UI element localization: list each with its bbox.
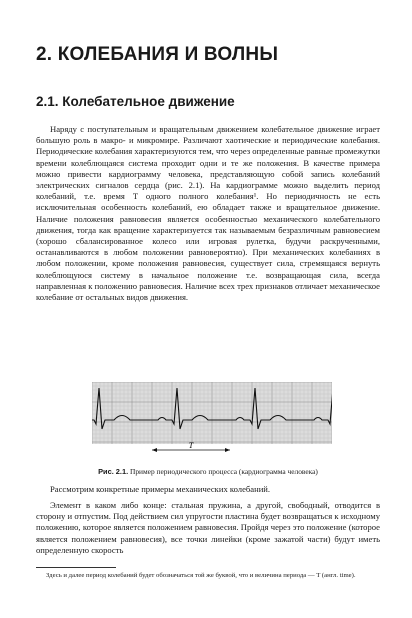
footnote-text: Здесь и далее период колебаний будет обозначаться той же буквой, что и величина периода — T (англ. time). (46, 572, 356, 579)
figure-caption (36, 467, 380, 476)
period-arrow-right-icon (225, 448, 230, 452)
section-title: 2.1. Колебательное движение (36, 94, 235, 109)
period-arrow-left-icon (152, 448, 157, 452)
cardiogram-figure (92, 382, 332, 460)
footnote (36, 571, 380, 580)
paragraph-text: Элемент в каком либо конце: стальная пружина, а другой, свободный, отводится в сторону и отпустим. Под действием сил упругости пластина будет возвращаться к исходному положению, которое является положением равновесия. Пройдя через это положение (которое является положением равновесия), все точки линейки (кроме зажатой части) будут иметь определенную скорость (36, 500, 380, 555)
paragraph-text: Рассмотрим конкретные примеры механических колебаний. (50, 484, 271, 494)
cardiogram-chart (92, 382, 332, 460)
body-paragraph-2 (36, 484, 380, 495)
body-paragraph-3 (36, 500, 380, 556)
caption-label: Рис. 2.1. (98, 467, 129, 476)
chapter-title: 2. КОЛЕБАНИЯ И ВОЛНЫ (36, 44, 279, 65)
paragraph-text: Наряду с поступательным и вращательным движением колебательное движение играет большую роль в макро- и микромире. Различают хаотические и периодические колебания. Периодические колебания характеризуются тем, что через определенные равные промежутки времени колеблющаяся система проходит одни и те же положения. В качестве примера можно привести кардиограмму человека, представляющую собой запись колебаний электрических сигналов сердца (рис. 2.1). На кардиограмме можно выделить период колебаний, т.е. время T одного полного колебания¹. Но периодичность не есть исключительная особенность колебаний, ею обладает также и вращательное движение. Наличие положения равновесия является особенностью механического колебательного движения, тогда как вращение характеризуется так называемым безразличным равновесием (хорошо сбалансированное колесо или игровая рулетка, будучи раскрученными, останавливаются в любом положении равновероятно). При механических колебаниях в любом положении, кроме положения равновесия, существует сила, стремящаяся вернуть колеблющуюся систему в начальное положение т.е. возвращающая сила, всегда направленная к положению равновесия. Наличие всех трех признаков отличает механическое колебание от остальных видов движения. (36, 124, 380, 303)
footnote-rule (36, 567, 116, 568)
body-paragraph-1 (36, 124, 380, 303)
caption-text: Пример периодического процесса (кардиограмма человека) (130, 467, 318, 476)
grid-lines (92, 382, 332, 444)
period-label: T (188, 441, 194, 450)
